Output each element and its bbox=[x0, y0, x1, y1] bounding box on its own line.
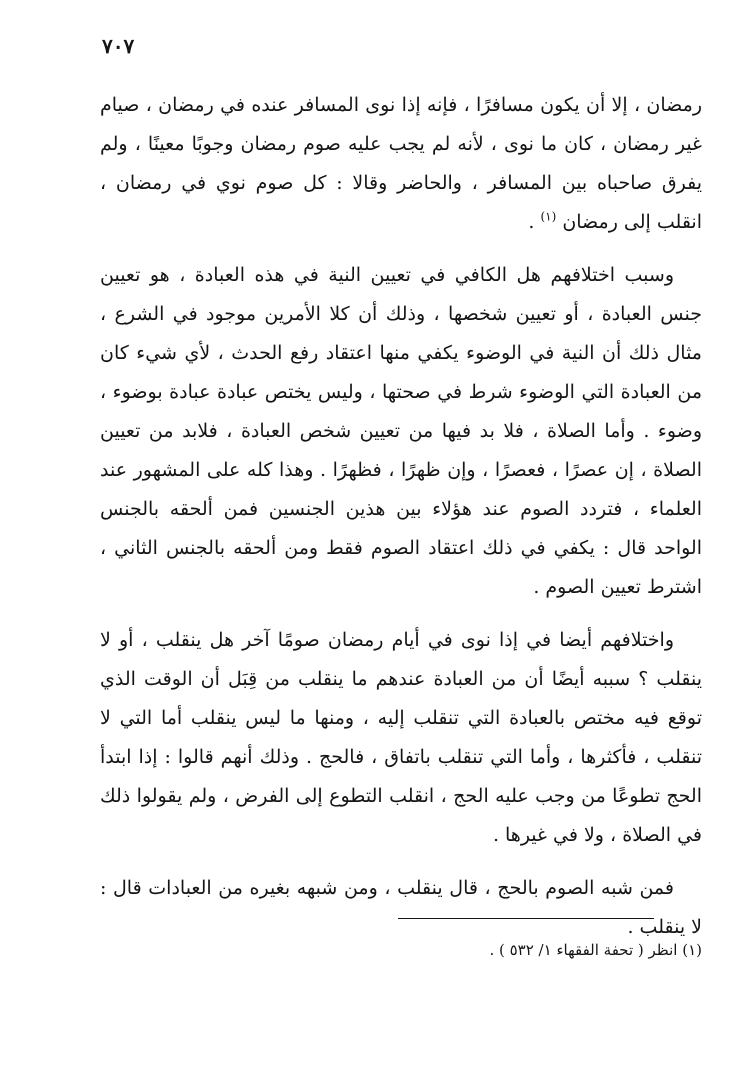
paragraph-4: فمن شبه الصوم بالحج ، قال ينقلب ، ومن شبهه بغيره من العبادات قال : لا ينقلب . bbox=[100, 877, 702, 938]
body-text bbox=[100, 86, 702, 961]
paragraph-1 bbox=[100, 86, 702, 242]
footnote-divider bbox=[398, 918, 654, 919]
paragraph-3: واختلافهم أيضا في إذا نوى في أيام رمضان صومًا آخر هل ينقلب ، أو لا ينقلب ؟ سببه أيضًا أن من العبادة عندهم ما ينقلب من قِبَل أن الوقت الذي توقع فيه مختص بالعبادة التي تنقلب إليه ، ومنها ما ليس ينقلب أما التي لا تنقلب ، فأكثرها ، وأما التي تنقلب باتفاق ، فالحج . وذلك أنهم قالوا : إذا ابتدأ الحج تطوعًا من وجب عليه الحج ، انقلب التطوع إلى الفرض ، ولم يقولوا ذلك في الصلاة ، ولا في غيرها . bbox=[100, 629, 702, 846]
page-number: ٧٠٧ bbox=[102, 34, 135, 58]
footnote: (١) انظر ( تحفة الفقهاء ١/ ٥٣٢ ) . bbox=[489, 941, 702, 959]
footnote-reference: (١) bbox=[540, 209, 557, 224]
paragraph-1-end: . bbox=[528, 211, 541, 233]
paragraph-1-text: رمضان ، إلا أن يكون مسافرًا ، فإنه إذا نوى المسافر عنده في رمضان ، صيام غير رمضان ، كان ما نوى ، لأنه لم يجب عليه صوم رمضان وجوبًا معينًا ، ولم يفرق صاحباه بين المسافر ، والحاضر وقالا : كل صوم نوي في رمضان ، انقلب إلى رمضان bbox=[100, 94, 702, 233]
paragraph-2: وسبب اختلافهم هل الكافي في تعيين النية في هذه العبادة ، هو تعيين جنس العبادة ، أو تعيين شخصها ، وذلك أن كلا الأمرين موجود في الشرع ، مثال ذلك أن النية في الوضوء يكفي منها اعتقاد رفع الحدث ، لأي شيء كان من العبادة التي الوضوء شرط في صحتها ، وليس يختص عبادة عبادة بوضوء ، وضوء . وأما الصلاة ، فلا بد فيها من تعيين شخص العبادة ، فلابد من تعيين الصلاة ، إن عصرًا ، فعصرًا ، وإن ظهرًا ، فظهرًا . وهذا كله على المشهور عند العلماء ، فتردد الصوم عند هؤلاء بين هذين الجنسين فمن ألحقه بالجنس الواحد قال : يكفي في ذلك اعتقاد الصوم فقط ومن ألحقه بالجنس الثاني ، اشترط تعيين الصوم . bbox=[100, 264, 702, 598]
